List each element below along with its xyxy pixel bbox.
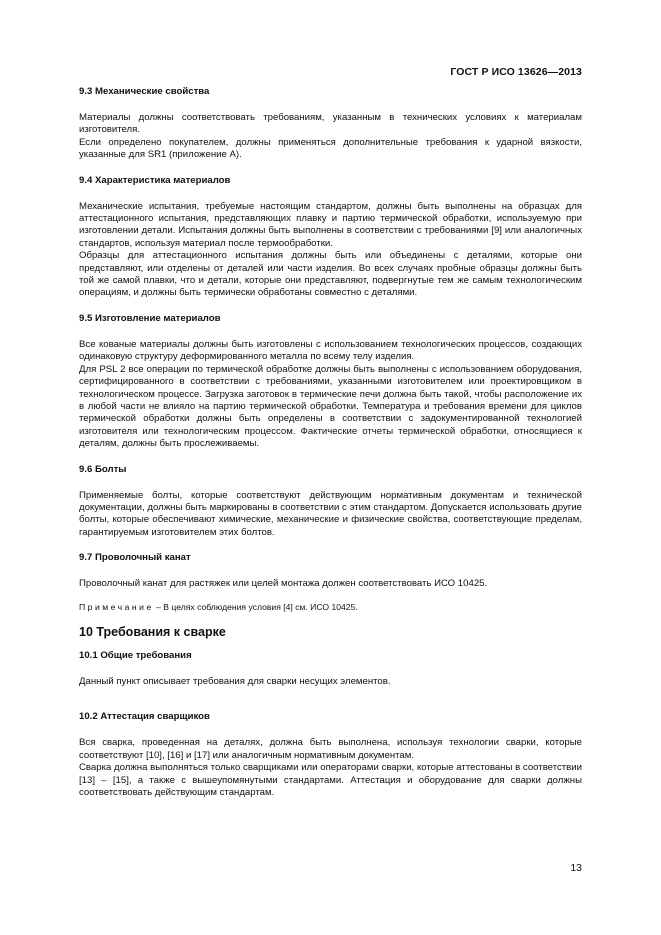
note (79, 601, 582, 613)
paragraph: Все кованые материалы должны быть изготовлены с использованием технологических процессов, создающих одинаковую структуру деформированного металла по всему телу изделия. (79, 338, 582, 363)
paragraph: Образцы для аттестационного испытания должны быть или объединены с деталями, которые они представляют, или отделены от деталей или части изделия. Во всех случаях пробные образцы должны быть той же самой плавки, что и детали, которые они представляют, подвергнутые тем же самым технологическим операциям, и должны быть термически обработаны совместно с деталями. (79, 250, 582, 299)
section-title-9-3: 9.3 Механические свойства (79, 86, 210, 97)
page-content (79, 86, 582, 799)
note-label: Примечание (79, 601, 154, 612)
section-title-9-5: 9.5 Изготовление материалов (79, 312, 221, 324)
paragraph: Применяемые болты, которые соответствуют действующим нормативным документам и технической документации, должны быть маркированы в соответствии с этим стандартом. Допускается использовать другие болты, которые обеспечивают химические, механические и физические свойства, соответствующие пределам, гарантируемым изготовителем этих болтов. (79, 489, 582, 538)
paragraph: Если определено покупателем, должны применяться дополнительные требования к ударной вязкости, указанные для SR1 (приложение А). (79, 136, 582, 161)
section-title-10-2: 10.2 Аттестация сварщиков (79, 711, 210, 723)
paragraph: Вся сварка, проведенная на деталях, должна быть выполнена, используя технологии сварки, которые соответствуют [10], [16] и [17] или аналогичным нормативным документам. (79, 737, 582, 761)
section-title-10-1: 10.1 Общие требования (79, 649, 192, 661)
paragraph: Материалы должны соответствовать требованиям, указанным в технических условиях к материалам изготовителя. (79, 112, 582, 136)
paragraph: Сварка должна выполняться только сварщиками или операторами сварки, которые аттестованы в соответствии [13] – [15], а также с вышеупомянутыми стандартами. Аттестация и оборудование для сварки должны соответствовать действующим стандартам. (79, 762, 582, 798)
paragraph: Проволочный канат для растяжек или целей монтажа должен соответствовать ИСО 10425. (79, 578, 488, 590)
standard-header: ГОСТ Р ИСО 13626—2013 (450, 66, 582, 78)
note-text: – В целях соблюдения условия [4] см. ИСО 10425. (156, 601, 358, 612)
paragraph: Механические испытания, требуемые настоящим стандартом, должны быть выполнены на образцах для аттестационного испытания, представляющих плавку и партию термической обработки, используемую при изготовлении детали. Испытания должны быть выполнены в соответствии с требованиями [9] или аналогичных стандартов, используя материал после термообработки. (79, 200, 582, 249)
section-title-9-4: 9.4 Характеристика материалов (79, 174, 231, 186)
paragraph: Для PSL 2 все операции по термической обработке должны быть выполнены с использованием оборудования, сертифицированного в соответствии с требованиями, указанными изготовителем или проектировщиком в технологическом процессе. Загрузка заготовок в термические печи должна быть такой, чтобы расположение их в любой части не влияло на партию термической обработки. Температура и требования времени для циклов термической обработки должны быть определены в соответствии с задокументированной технологией изготовителя или технологическим процессом. Фактические отчеты термической обработки, относящиеся к деталям, должны быть прослеживаемы. (79, 363, 582, 450)
section-title-9-6: 9.6 Болты (79, 463, 127, 475)
page-number: 13 (570, 862, 582, 874)
section-title-9-7: 9.7 Проволочный канат (79, 552, 191, 564)
paragraph: Данный пункт описывает требования для сварки несущих элементов. (79, 675, 391, 687)
chapter-title-10: 10 Требования к сварке (79, 624, 226, 639)
